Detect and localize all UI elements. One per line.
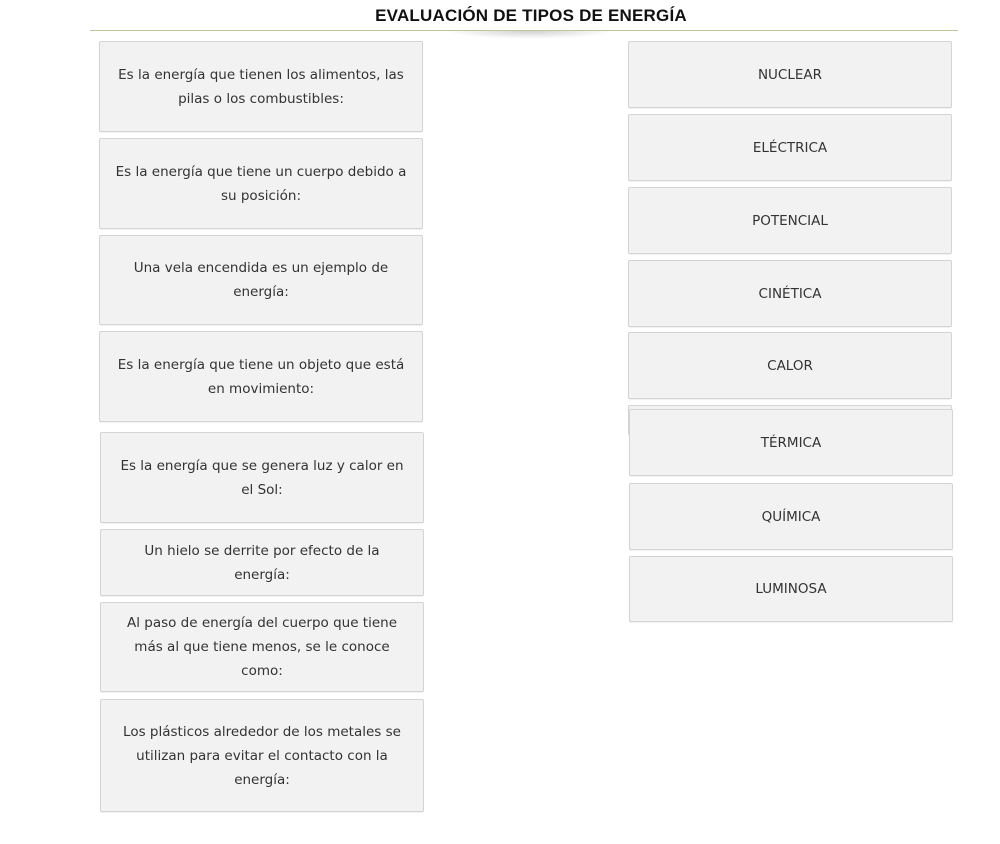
answer-label: CINÉTICA <box>758 285 822 302</box>
question-text: Los plásticos alrededor de los metales se utilizan para evitar el contacto con la energía: <box>123 723 401 788</box>
question-card-4[interactable] <box>99 331 423 422</box>
answer-label: CALOR <box>767 357 813 374</box>
question-card-1[interactable] <box>99 41 423 132</box>
question-text: Es la energía que tiene un objeto que está en movimiento: <box>117 356 405 397</box>
answer-label: ELÉCTRICA <box>752 140 828 156</box>
answer-label: LUMINOSA <box>755 581 827 597</box>
answer-card-quimica[interactable] <box>629 483 953 550</box>
title-divider-shadow <box>445 31 615 39</box>
answer-label: TÉRMICA <box>760 434 822 451</box>
answer-card-cinetica[interactable] <box>628 260 952 327</box>
question-text: Es la energía que se genera luz y calor en el Sol: <box>120 457 404 498</box>
question-text: Una vela encendida es un ejemplo de energía: <box>133 260 389 300</box>
answer-label: QUÍMICA <box>761 508 821 525</box>
question-card-2[interactable] <box>99 138 423 229</box>
answer-label: NUCLEAR <box>757 66 823 83</box>
question-card-8[interactable] <box>100 699 424 812</box>
question-card-6[interactable] <box>100 529 424 596</box>
question-text: Un hielo se derrite por efecto de la energía: <box>144 542 380 583</box>
question-text: Es la energía que tienen los alimentos, las pilas o los combustibles: <box>118 66 404 107</box>
answer-card-potencial[interactable] <box>628 187 952 254</box>
answer-card-termica[interactable] <box>629 409 953 476</box>
question-card-5[interactable] <box>100 432 424 523</box>
question-text: Es la energía que tiene un cuerpo debido a su posición: <box>115 163 407 204</box>
question-card-7[interactable] <box>100 602 424 692</box>
question-card-3[interactable] <box>99 235 423 325</box>
question-text: Al paso de energía del cuerpo que tiene más al que tiene menos, se le conoce como: <box>126 615 398 679</box>
page-title: EVALUACIÓN DE TIPOS DE ENERGÍA <box>375 6 687 25</box>
answer-card-nuclear[interactable] <box>628 41 952 108</box>
answer-card-luminosa[interactable] <box>629 556 953 622</box>
answer-card-electrica[interactable] <box>628 114 952 181</box>
answer-label: POTENCIAL <box>752 212 828 229</box>
answer-card-calor[interactable] <box>628 332 952 399</box>
